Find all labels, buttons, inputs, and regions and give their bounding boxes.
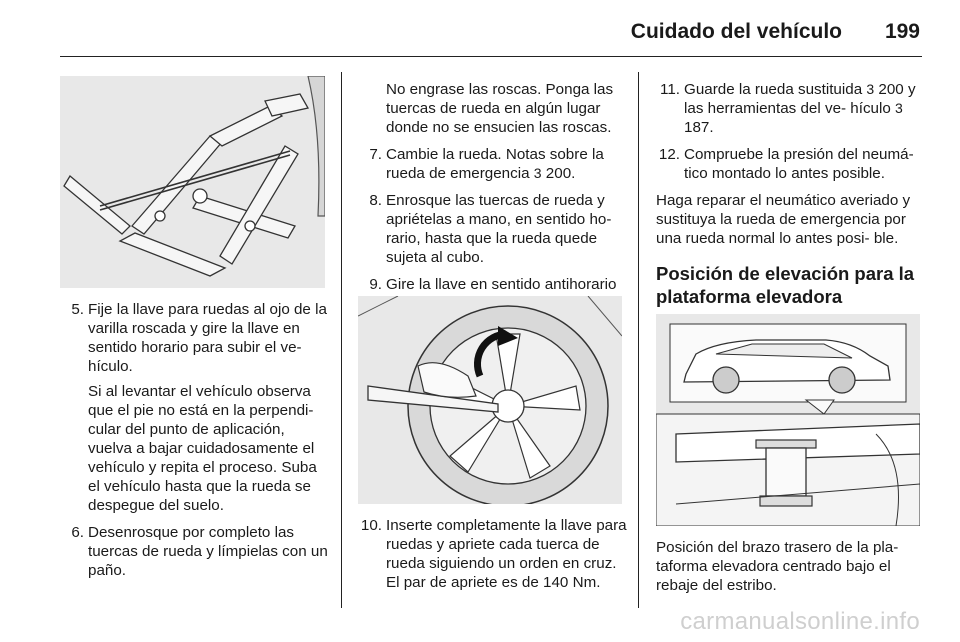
jack-illustration (60, 76, 325, 288)
page-ref-icon: 3 (533, 165, 542, 181)
step-text-part: Cambie la rueda. Notas sobre la rueda de emergencia (386, 146, 604, 182)
repair-paragraph: Haga reparar el neumático averiado y sustituya la rueda de emergencia por una rueda normal lo antes posi- ble. (656, 192, 911, 247)
lift-drawing (656, 314, 920, 526)
step-text (684, 80, 922, 137)
page-ref-icon: 3 (895, 100, 903, 116)
step-number: 12. (658, 146, 680, 163)
column-1 (60, 300, 328, 588)
step-text: Desenrosque por completo las tuercas de rueda y límpielas con un paño. (88, 524, 328, 579)
step-text: Inserte completamente la llave para ruedas y apriete cada tuerca de rueda siguiendo un orden en cruz. El par de apriete es de 140 Nm. (386, 517, 627, 591)
page-number: 199 (884, 20, 920, 43)
step-number: 10. (360, 517, 382, 534)
step-number: 6. (71, 524, 84, 541)
step-number: 7. (369, 146, 382, 163)
column-divider-1 (341, 72, 342, 608)
jack-drawing (60, 76, 325, 288)
step-6 (60, 523, 328, 580)
step-8 (358, 191, 626, 267)
column-2-top (358, 80, 626, 321)
figure-caption: Posición del brazo trasero de la pla- taforma elevadora centrado bajo el rebaje del estribo. (656, 539, 899, 594)
step-text: Gire la llave en sentido antihorario (386, 276, 617, 293)
step-12 (656, 145, 922, 183)
step-text: Compruebe la presión del neumá- tico montado lo antes posible. (684, 146, 914, 182)
step-text (386, 145, 626, 183)
step-text-part: Guarde la rueda sustituida (684, 81, 867, 98)
page-ref-icon: 3 (866, 81, 875, 97)
step-number: 5. (71, 301, 84, 318)
step-text-part: 200 y las herramientas del ve- hículo (684, 81, 916, 117)
section-heading: Posición de elevación para la plataforma elevadora (656, 263, 915, 307)
step-7 (358, 145, 626, 183)
step-number: 8. (369, 192, 382, 209)
step-10 (358, 516, 628, 592)
header-rule (60, 56, 922, 57)
wheel-drawing (358, 296, 622, 504)
step-text: Fije la llave para ruedas al ojo de la varilla roscada y gire la llave en sentido horario para subir el ve- hículo. (88, 301, 327, 375)
step-5 (60, 300, 328, 515)
step-number: 9. (369, 276, 382, 293)
step-text: Enrosque las tuercas de rueda y apriételas a mano, en sentido ho- rario, hasta que la rueda quede sujeta al cubo. (386, 192, 612, 266)
step-text: No engrase las roscas. Ponga las tuercas de rueda en algún lugar donde no se ensucien las roscas. (386, 81, 614, 136)
header-title: Cuidado del vehículo (630, 20, 842, 43)
page-ref: 187. (684, 119, 714, 136)
column-divider-2 (638, 72, 639, 608)
step-6-continuation (358, 80, 626, 137)
step-number: 11. (660, 81, 680, 98)
page-ref: 200. (545, 165, 576, 182)
column-3-top (656, 80, 922, 320)
lift-position-illustration (656, 314, 920, 526)
column-3-bottom (656, 538, 922, 603)
page-header (0, 0, 960, 60)
wheel-wrench-illustration (358, 296, 622, 504)
step-11 (656, 80, 922, 137)
footer-watermark: carmanualsonline.info (680, 608, 920, 635)
column-2-bottom (358, 516, 628, 600)
step-note: Si al levantar el vehículo observa que el pie no está en la perpendi- cular del punto de aplicación, vuelva a bajar cuidadosamente el vehículo y repita el proceso. Suba el vehículo hasta que la rueda se despegue del suelo. (88, 383, 317, 514)
